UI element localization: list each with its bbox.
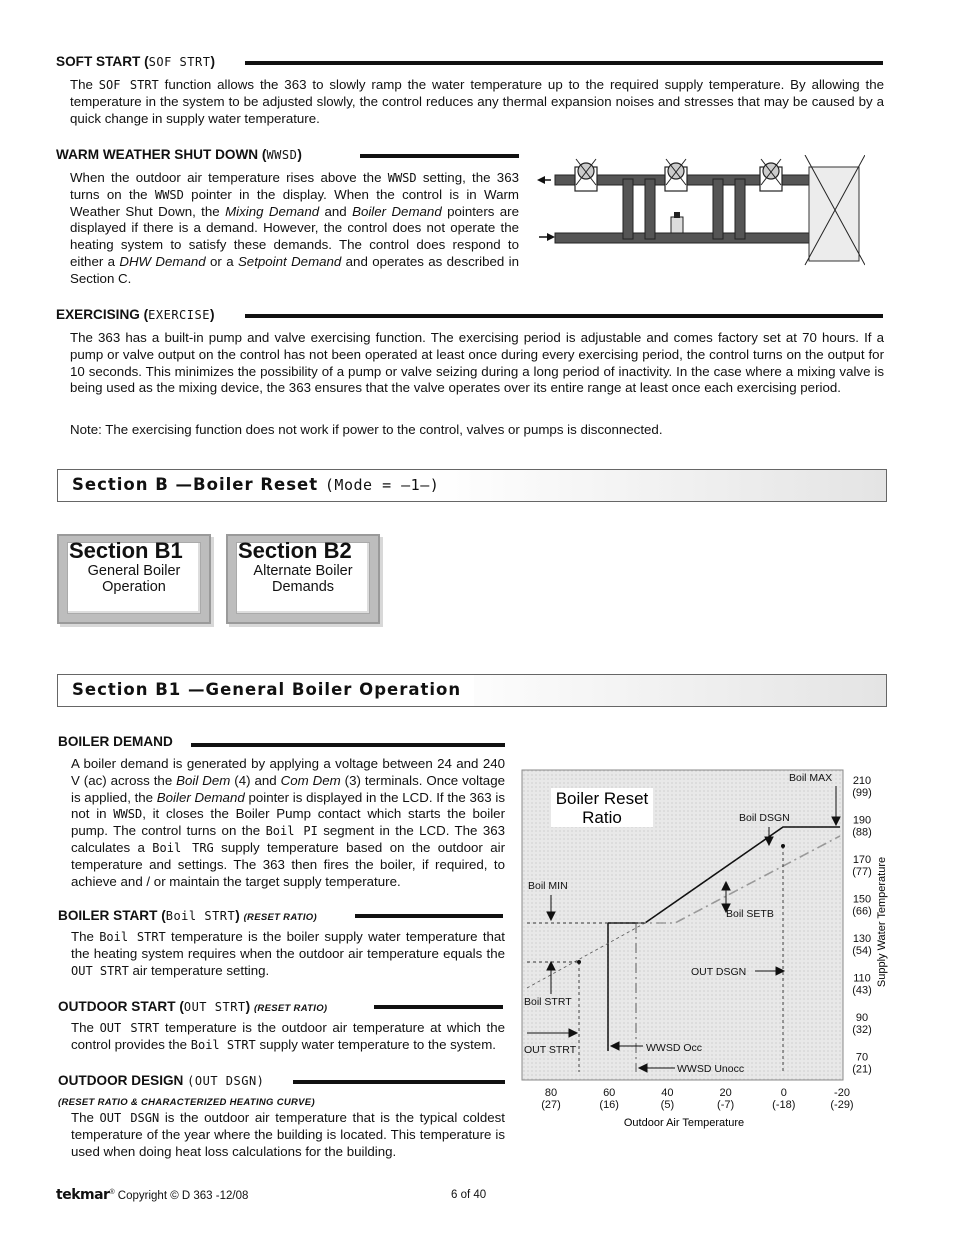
soft-start-paragraph: The SOF STRT function allows the 363 to slowly ramp the water temperature up to the required supply temperature. By allowing the temperature in the system to be adjusted slowly, the control reduces any thermal expansion noises and stresses that may be caused by a quick change in supply water temperature.: [70, 77, 884, 126]
section-b1-tile[interactable]: [57, 534, 211, 624]
y-tick-label: 150: [852, 893, 872, 906]
chart-title-line-1: Boiler Reset: [555, 789, 649, 808]
x-tick-label: (27): [541, 1099, 561, 1111]
outdoor-start-heading: OUTDOOR START (OUT STRT) (RESET RATIO): [58, 999, 328, 1014]
heading-rule: [355, 914, 503, 918]
page-number: 6 of 40: [451, 1189, 487, 1201]
boiler-demand-paragraph: A boiler demand is generated by applying a voltage between 24 and 240 V (ac) across the Boil Dem (4) and Com Dem (3) terminals. Once voltage is applied, the Boiler Demand pointer is displayed in the LCD. If the 363 is not in WWSD, it closes the Boiler Pump contact which starts the boiler pump. The control turns on the Boil PI segment in the LCD. The 363 calculates a Boil TRG supply temperature based on the outdoor air temperature and settings. The 363 then fires the boiler, if required, to achieve and / or maintain the target supply temperature.: [71, 756, 506, 889]
y-tick-label: (21): [852, 1063, 872, 1076]
heading-rule: [245, 61, 883, 65]
boiler-demand-heading: BOILER DEMAND: [58, 734, 173, 749]
outdoor-start-paragraph: The OUT STRT temperature is the outdoor air temperature at which the control provides the Boil STRT supply water temperature to the system.: [71, 1020, 506, 1052]
exercising-heading: EXERCISING (EXERCISE): [56, 307, 215, 322]
y-tick-label: (43): [852, 984, 872, 997]
x-tick-label: 40: [661, 1087, 674, 1099]
y-tick-label: 70: [855, 1051, 869, 1064]
label-out-strt: OUT STRT: [524, 1044, 577, 1056]
label-boil-strt: Boil STRT: [524, 996, 572, 1008]
section-b1-title: Section B1 —General Boiler Operation: [72, 680, 462, 699]
label-wwsd-unocc: WWSD Unocc: [677, 1063, 745, 1075]
tekmar-logo: tekmar: [56, 1187, 110, 1203]
x-tick-label: (-18): [772, 1099, 796, 1111]
section-b-header: [57, 469, 887, 502]
label-boil-setb: Boil SETB: [726, 908, 774, 920]
y-tick-label: 110: [853, 972, 871, 985]
soft-start-heading: SOFT START (SOF STRT): [56, 54, 215, 69]
y-tick-label: (66): [852, 905, 872, 918]
y-tick-label: (99): [852, 787, 872, 799]
x-tick-label: 80: [544, 1087, 558, 1099]
x-axis-title: Outdoor Air Temperature: [623, 1117, 745, 1129]
boiler-start-heading: BOILER START (Boil STRT) (RESET RATIO): [58, 908, 317, 923]
heading-rule: [245, 314, 883, 318]
x-tick-label: 20: [719, 1087, 732, 1099]
section-b-title: Section B —Boiler Reset: [72, 475, 325, 494]
y-tick-label: (77): [852, 866, 872, 878]
y-axis-title: Supply Water Temperature: [876, 856, 888, 988]
exercising-paragraph: The 363 has a built-in pump and valve exercising function. The exercising period is adjustable and comes factory set at 70 hours. If a pump or valve output on the control has not been operated at least once during every exercising period, the control turns on the output for 10 seconds. This minimizes the possibility of a pump or valve seizing during a long period of inactivity. In the case where a mixing valve is being used as the mixing device, the 363 ensures that the valve operates over its entire range at least once each exercising period.: [70, 330, 884, 396]
outdoor-design-heading: OUTDOOR DESIGN (OUT DSGN): [58, 1073, 265, 1088]
tile-title: Section B1: [69, 538, 183, 563]
y-tick-label: (32): [852, 1024, 872, 1036]
tile-subtitle: Alternate Boiler Demands: [253, 563, 353, 595]
heading-rule: [374, 1005, 503, 1009]
x-tick-label: -20: [834, 1087, 850, 1099]
wwsd-heading: WARM WEATHER SHUT DOWN (WWSD): [56, 147, 302, 162]
chart-title-line-2: Ratio: [582, 808, 622, 827]
heading-rule: [191, 743, 505, 747]
x-tick-label: (-29): [830, 1099, 854, 1111]
y-tick-label: 90: [855, 1012, 869, 1024]
label-boil-min: Boil MIN: [528, 880, 568, 892]
x-tick-label: (-7): [717, 1099, 735, 1111]
y-tick-label: 210: [852, 775, 872, 787]
x-tick-label: 60: [603, 1087, 616, 1099]
piping-schematic: [535, 155, 865, 267]
x-tick-label: 0: [780, 1087, 787, 1099]
boiler-reset-ratio-chart: [515, 762, 895, 1134]
x-tick-label: (16): [599, 1099, 619, 1111]
outdoor-design-paragraph: The OUT DSGN is the outdoor air temperature that is the typical coldest temperature of the year where the building is located. This temperature is used when doing heat loss calculations for the building.: [71, 1110, 506, 1159]
tile-title: Section B2: [238, 538, 352, 563]
y-tick-label: 170: [852, 854, 872, 866]
heading-rule: [360, 154, 519, 158]
heading-rule: [293, 1080, 505, 1084]
label-boil-dsgn: Boil DSGN: [739, 812, 790, 824]
y-tick-label: (88): [852, 826, 872, 839]
y-tick-label: 130: [852, 933, 872, 945]
label-boil-max: Boil MAX: [789, 772, 833, 784]
outdoor-design-tag: (RESET RATIO & CHARACTERIZED HEATING CURVE): [58, 1097, 315, 1108]
y-tick-label: (54): [852, 945, 872, 957]
footer-copyright: tekmar® Copyright © D 363 -12/08: [56, 1187, 249, 1203]
y-tick-label: 190: [852, 814, 872, 827]
section-b1-header: [57, 674, 887, 707]
x-tick-label: (5): [660, 1099, 675, 1111]
section-b2-tile[interactable]: [226, 534, 380, 624]
wwsd-paragraph: When the outdoor air temperature rises above the WWSD setting, the 363 turns on the WWSD pointer in the display. When the control is in Warm Weather Shut Down, the Mixing Demand and Boiler Demand pointers are displayed if there is a demand. However, the control does not operate the heating system to satisfy these demands. The control does respond to either a DHW Demand or a Setpoint Demand and operates as described in Section C.: [70, 170, 519, 286]
boiler-start-paragraph: The Boil STRT temperature is the boiler supply water temperature that the heating system requires when the outdoor air temperature equals the OUT STRT air temperature setting.: [71, 929, 505, 978]
label-wwsd-occ: WWSD Occ: [646, 1042, 702, 1054]
label-out-dsgn: OUT DSGN: [691, 966, 747, 978]
tile-subtitle: General Boiler Operation: [87, 563, 181, 595]
exercising-note: Note: The exercising function does not work if power to the control, valves or pumps is disconnected.: [70, 422, 663, 437]
section-b-mode: (Mode = —1—): [324, 476, 440, 494]
